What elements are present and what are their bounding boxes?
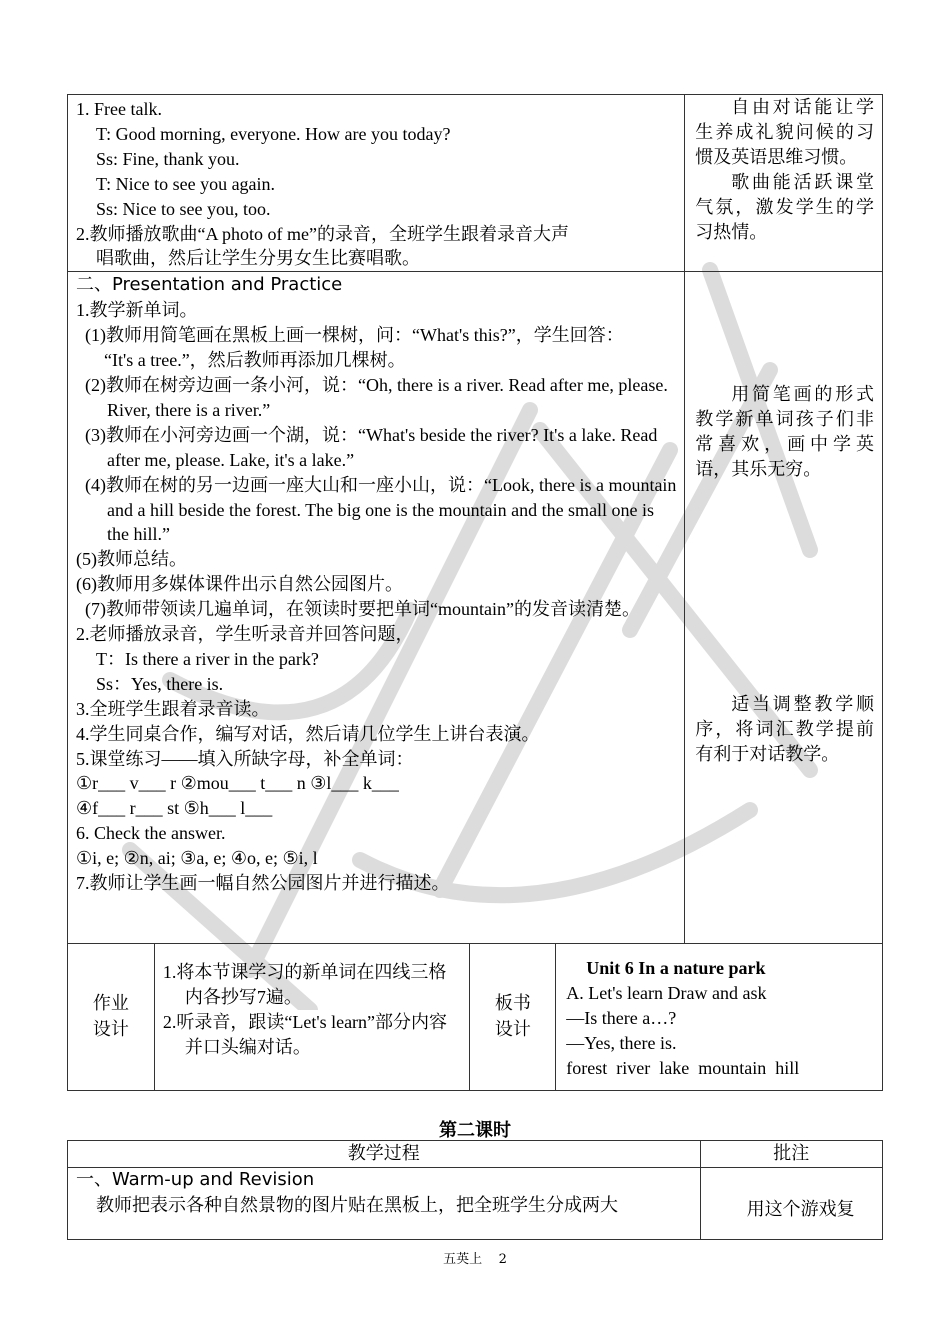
step-line: 3.全班学生跟着录音读。: [76, 698, 270, 719]
step-line: (7)教师带领读几遍单词，在领读时要把单词“mountain”的发音读清楚。: [85, 599, 640, 620]
board-label: 设计: [494, 1019, 531, 1041]
song-line: 唱歌曲，然后让学生分男女生比赛唱歌。: [96, 248, 420, 269]
homework-item: 2.听录音，跟读“Let's learn”部分内容并口头编对话。: [162, 1012, 448, 1058]
homework-label-cell: [68, 944, 155, 1091]
note-paragraph: 用这个游戏复: [746, 1199, 855, 1220]
notes-column-header: 批注: [700, 1141, 882, 1168]
dialogue-line: T: Good morning, everyone. How are you today?: [96, 123, 451, 144]
step-line: 4.学生同桌合作，编写对话，然后请几位学生上讲台表演。: [76, 723, 540, 744]
board-label: 板书: [494, 993, 531, 1015]
lesson1-table: [67, 94, 883, 1091]
lesson2-title: 第二课时: [439, 1120, 511, 1141]
step-line: 2.老师播放录音，学生听录音并回答问题，: [76, 624, 414, 645]
note-paragraph: 适当调整教学顺序，将词汇教学提前有利于对话教学。: [695, 693, 874, 764]
answer-line: ①i, e; ②n, ai; ③a, e; ④o, e; ⑤i, l: [76, 848, 318, 869]
page-footer: 五英上 2: [443, 1252, 507, 1267]
dialogue-line: Ss: Nice to see you, too.: [96, 198, 271, 219]
warmup-note-cell: [685, 95, 883, 272]
process-column-header: 教学过程: [68, 1141, 701, 1168]
note-paragraph: 歌曲能活跃课堂气氛，激发学生的学习热情。: [695, 171, 874, 242]
step-line: (5)教师总结。: [76, 549, 187, 570]
board-label-cell: [470, 944, 556, 1091]
homework-label: 设计: [92, 1019, 129, 1041]
step-line: 7.教师让学生画一幅自然公园图片并进行描述。: [76, 873, 450, 894]
step-line: 1.教学新单词。: [76, 300, 198, 321]
warmup-cell: [68, 95, 685, 272]
section-heading: 一、Warm-up and Revision: [76, 1169, 315, 1190]
step-line: 6. Check the answer.: [76, 823, 226, 844]
dialogue-line: T：Is there a river in the park?: [96, 648, 319, 669]
lesson2-note-cell: [700, 1168, 882, 1240]
step-line: (2)教师在树旁边画一条小河，说：“Oh, there is a river. Read after me, please. River, there is a river.”: [85, 374, 668, 420]
dialogue-line: T: Nice to see you again.: [96, 173, 276, 194]
note-paragraph: 用简笔画的形式教学新单词孩子们非常喜欢，画中学英语，其乐无穷。: [695, 384, 874, 480]
dialogue-line: Ss: Fine, thank you.: [96, 148, 240, 169]
step-line: (3)教师在小河旁边画一个湖，说：“What's beside the river? It's a lake. Read after me, please. Lake, it's a lake.”: [85, 424, 658, 470]
lesson2-table: [67, 1140, 883, 1240]
board-line: A. Let's learn Draw and ask: [566, 983, 767, 1004]
exercise-line: ①r___ v___ r ②mou___ t___ n ③l___ k___: [76, 773, 399, 794]
lesson2-warmup-cell: [68, 1168, 701, 1240]
board-line: —Yes, there is.: [566, 1033, 677, 1054]
presentation-cell: [68, 272, 685, 944]
warmup-text: 教师把表示各种自然景物的图片贴在黑板上，把全班学生分成两大: [96, 1194, 618, 1215]
dialogue-line: Ss：Yes, there is.: [96, 673, 224, 694]
board-line: forest river lake mountain hill: [566, 1058, 800, 1079]
step-line: (1)教师用简笔画在黑板上画一棵树，问：“What's this?”，学生回答：: [85, 325, 624, 346]
free-talk-line: 1. Free talk.: [76, 99, 162, 119]
board-design-cell: [556, 944, 883, 1091]
board-line: —Is there a…?: [566, 1008, 677, 1029]
song-line: 2.教师播放歌曲“A photo of me”的录音，全班学生跟着录音大声: [76, 223, 569, 244]
note-paragraph: 自由对话能让学生养成礼貌问候的习惯及英语思维习惯。: [695, 97, 874, 167]
homework-item: 1.将本节课学习的新单词在四线三格内各抄写7遍。: [162, 962, 447, 1008]
section-heading: 二、Presentation and Practice: [76, 274, 343, 296]
homework-label: 作业: [92, 993, 129, 1015]
board-title: Unit 6 In a nature park: [586, 958, 766, 979]
exercise-line: ④f___ r___ st ⑤h___ l___: [76, 798, 273, 819]
step-line: “It's a tree.”，然后教师再添加几棵树。: [104, 350, 406, 371]
step-line: (6)教师用多媒体课件出示自然公园图片。: [76, 574, 403, 595]
presentation-note-cell: [685, 272, 883, 944]
step-line: (4)教师在树的另一边画一座大山和一座小山，说：“Look, there is a mountain and a hill beside the forest. The big one is the mountain and the small one is the hill.”: [85, 474, 677, 545]
homework-cell: [154, 944, 470, 1091]
step-line: 5.课堂练习——填入所缺字母，补全单词：: [76, 748, 414, 769]
